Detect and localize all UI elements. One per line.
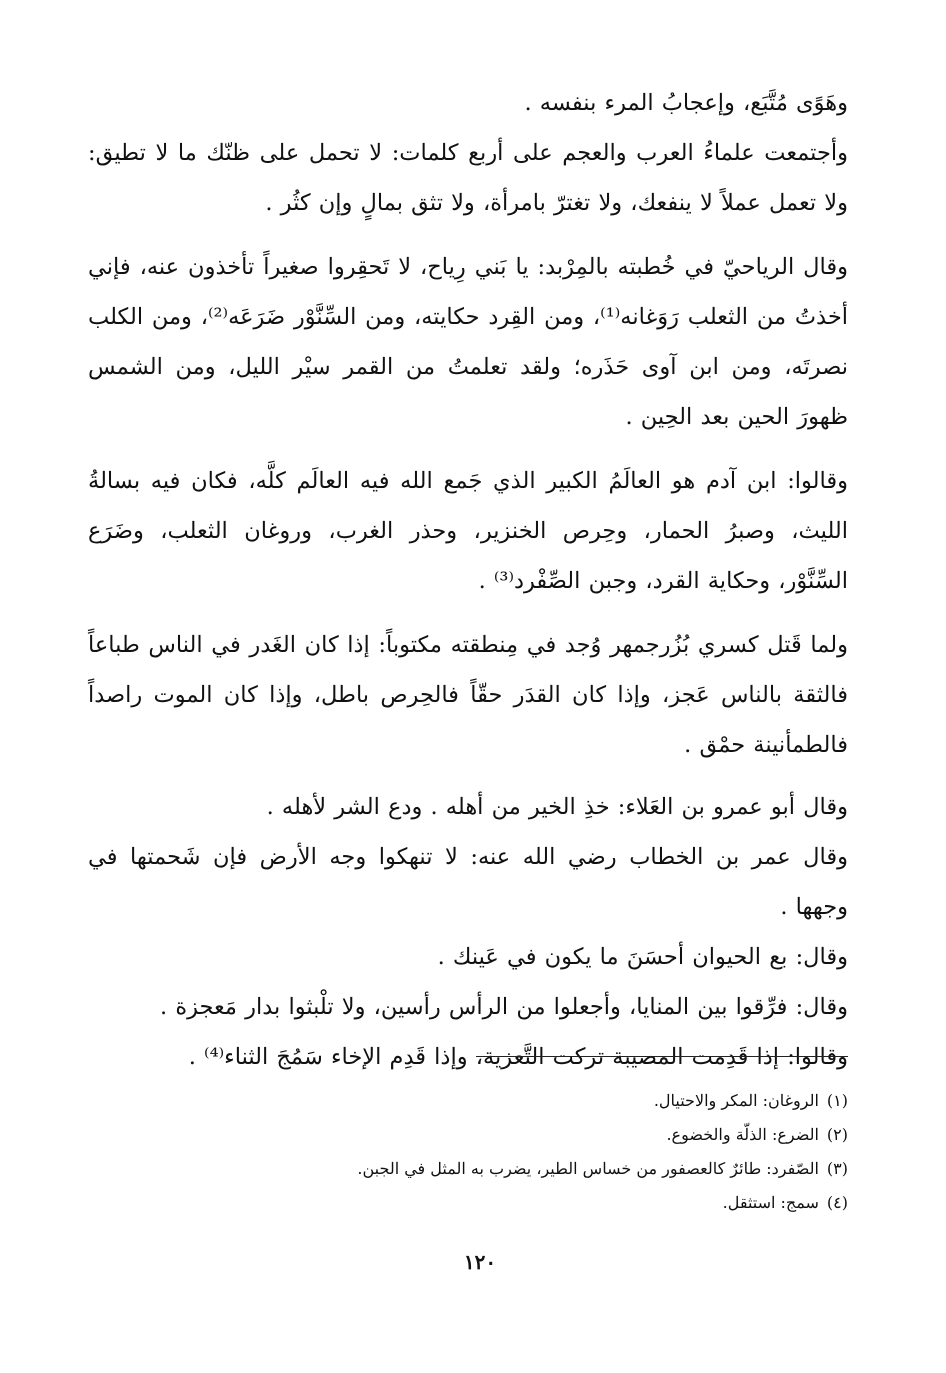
footnote-4 — [240, 1186, 848, 1220]
footnote-text: الروغان: المكر والاحتيال. — [653, 1091, 819, 1110]
footnote-number: (٢) — [826, 1125, 848, 1144]
paragraph-6: وقال أبو عمرو بن العَلاء: خذِ الخير من أهله . ودع الشر لأهله . — [266, 794, 848, 820]
footnote-number: (٣) — [826, 1159, 848, 1178]
paragraph-7: وقال عمر بن الخطاب رضي الله عنه: لا تنهكوا وجه الأرض فإن شَحمتها في وجهها . — [88, 844, 848, 920]
paragraph-1: وهَوًى مُتَّبَع، وإعجابُ المرء بنفسه . — [524, 90, 848, 116]
footnotes — [240, 1084, 848, 1220]
paragraph-8: وقال: بع الحيوان أحسَنَ ما يكون في عَينك . — [437, 944, 848, 970]
footnote-3 — [240, 1152, 848, 1186]
paragraph-5: ولما قَتل كسري بُزُرجمهر وُجد في مِنطقته مكتوباً: إذا كان الغَدر في الناس طباعاً فالثقة بالناس عَجز، وإذا كان القدَر حقّاً فالحِرص باطل، وإذا كان الموت راصداً فالطمأنينة حمْق . — [88, 632, 848, 758]
paragraph-2: وأجتمعت علماءُ العرب والعجم على أربع كلمات: لا تحمل على ظنّك ما لا تطيق: ولا تعمل عملاً لا ينفعك، ولا تغترّ بامرأة، ولا تثق بمالٍ وإن كثُر . — [88, 140, 848, 216]
footnote-divider — [476, 1056, 848, 1057]
footnote-1 — [240, 1084, 848, 1118]
paragraph-4: وقالوا: ابن آدم هو العالَمُ الكبير الذي جَمع الله فيه العالَم كلَّه، فكان فيه بسالةُ الليث، وصبرُ الحمار، وحِرص الخنزير، وحذر الغرب، وروغان الثعلب، وضَرَع السِّنَّوْر، وحكاية القرد، وجبن الصِّفْرد⁽³⁾ . — [88, 468, 849, 594]
main-text — [88, 78, 848, 1082]
footnote-text: الصّفرد: طائرٌ كالعصفور من خساس الطير، يضرب به المثل في الجبن. — [357, 1159, 819, 1178]
footnote-number: (١) — [826, 1091, 848, 1110]
footnote-text: الضرع: الذلّة والخضوع. — [666, 1125, 819, 1144]
footnote-text: سمج: استثقل. — [722, 1193, 819, 1212]
footnote-2 — [240, 1118, 848, 1152]
page-number: ١٢٠ — [463, 1250, 497, 1274]
paragraph-9: وقال: فرِّقوا بين المنايا، وأجعلوا من الرأس رأسين، ولا تلْبثوا بدار مَعجزة . — [160, 994, 848, 1020]
footnote-number: (٤) — [826, 1193, 848, 1212]
paragraph-3: وقال الرياحيّ في خُطبته بالمِرْبد: يا بَني رِياح، لا تَحقِروا صغيراً تأخذون عنه، فإني أخذتُ من الثعلب رَوَغانه⁽¹⁾، ومن القِرد حكايته، ومن السِّنَّوْر ضَرَعَه⁽²⁾، ومن الكلب نصرتَه، ومن ابن آوى حَذَره؛ ولقد تعلمتُ من القمر سيْر الليل، ومن الشمس ظهورَ الحين بعد الحِين . — [88, 254, 848, 430]
paragraph-10: وقالوا: إذا قَدِمت المصيبة تركت التَّعزية، وإذا قَدِم الإخاء سَمُجَ الثناء⁽⁴⁾ . — [188, 1044, 848, 1070]
